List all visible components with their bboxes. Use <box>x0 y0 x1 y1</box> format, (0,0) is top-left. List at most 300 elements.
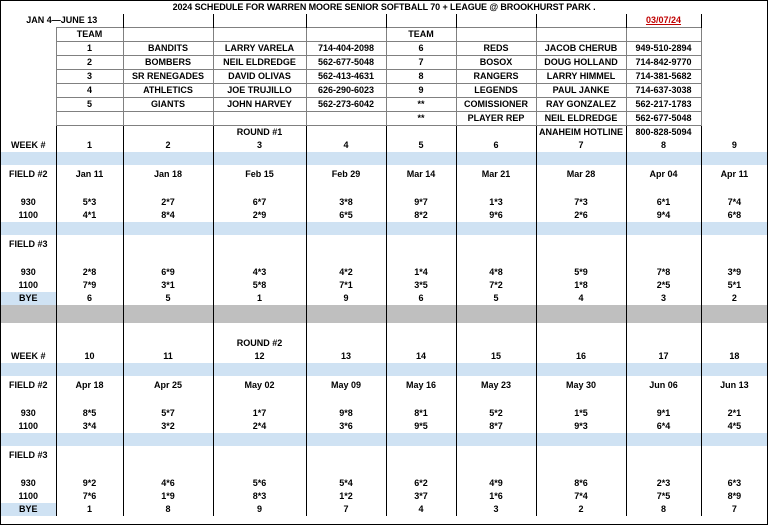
gap-cell <box>701 464 767 477</box>
week-number: 16 <box>536 350 626 363</box>
band-cell <box>626 222 701 235</box>
band-cell <box>306 152 386 165</box>
matchup: 8*4 <box>123 209 213 222</box>
roster-num: ** <box>386 98 456 112</box>
matchup: 6*3 <box>701 477 767 490</box>
band-cell <box>701 363 767 376</box>
field3-blank <box>306 235 386 253</box>
round2-field2-dates <box>1 376 767 394</box>
roster-phone: 562-273-6042 <box>306 98 386 112</box>
matchup: 5*2 <box>456 407 536 420</box>
matchup: 2*7 <box>123 196 213 209</box>
band-cell <box>56 433 123 446</box>
round2-spacer-5 <box>456 337 536 350</box>
roster-num: 9 <box>386 84 456 98</box>
roster-gutter-right <box>701 56 767 70</box>
matchup: 1*7 <box>213 407 306 420</box>
game-date: Feb 15 <box>213 165 306 183</box>
subtitle-spacer-2 <box>213 14 306 28</box>
matchup: 8*1 <box>386 407 456 420</box>
gap-cell <box>306 394 386 407</box>
roster-num-blank <box>56 112 123 126</box>
gap-cell <box>386 464 456 477</box>
bye-team: 9 <box>306 292 386 305</box>
matchup: 2*8 <box>56 266 123 279</box>
roster-team: ATHLETICS <box>123 84 213 98</box>
roster-row <box>1 56 767 70</box>
band-cell <box>56 363 123 376</box>
gap-cell <box>1 253 56 266</box>
gap-cell <box>56 464 123 477</box>
roster-manager: DOUG HOLLAND <box>536 56 626 70</box>
band-cell <box>456 433 536 446</box>
round2-title: ROUND #2 <box>213 337 306 350</box>
band-cell <box>701 433 767 446</box>
roster-manager: DAVID OLIVAS <box>213 70 306 84</box>
roster-team: BANDITS <box>123 42 213 56</box>
separator-cell <box>213 305 306 323</box>
matchup: 1*8 <box>536 279 626 292</box>
bye-team: 4 <box>536 292 626 305</box>
time-label-930: 930 <box>20 408 36 418</box>
band-cell <box>123 363 213 376</box>
field3-label: FIELD #3 <box>8 450 48 460</box>
roster-row <box>1 42 767 56</box>
roster-team-blank <box>123 112 213 126</box>
band-cell <box>56 222 123 235</box>
round2-pre-gap <box>1 323 767 337</box>
bye-team: 2 <box>701 292 767 305</box>
roster-phone: 562-217-1783 <box>626 98 701 112</box>
subtitle-spacer-4 <box>386 14 456 28</box>
roster-blank-left-2 <box>213 28 306 42</box>
bye-team: 3 <box>456 503 536 516</box>
matchup: 8*3 <box>213 490 306 503</box>
gap-cell <box>536 183 626 196</box>
gap-cell <box>626 394 701 407</box>
band-cell <box>1 363 56 376</box>
gap-cell <box>386 323 456 337</box>
roster-gutter-right <box>701 98 767 112</box>
field3-blank <box>386 235 456 253</box>
time-label-930: 930 <box>20 478 36 488</box>
matchup: 6*9 <box>123 266 213 279</box>
round2-gutter <box>1 337 56 350</box>
roster-team: BOMBERS <box>123 56 213 70</box>
matchup: 2*1 <box>701 407 767 420</box>
band-cell <box>386 363 456 376</box>
band-cell <box>456 152 536 165</box>
matchup: 6*4 <box>626 420 701 433</box>
title-row <box>1 1 767 14</box>
bye-team: 5 <box>123 292 213 305</box>
roster-blank-right-1 <box>456 28 536 42</box>
matchup: 3*6 <box>306 420 386 433</box>
week-number: 3 <box>213 139 306 152</box>
game-date: Mar 21 <box>456 165 536 183</box>
bye-team: 7 <box>306 503 386 516</box>
hotline-phone: 800-828-5094 <box>626 126 701 140</box>
matchup: 7*9 <box>56 279 123 292</box>
matchup: 5*1 <box>701 279 767 292</box>
matchup: 5*9 <box>536 266 626 279</box>
matchup: 1*3 <box>456 196 536 209</box>
game-date: Mar 28 <box>536 165 626 183</box>
field3-blank <box>536 446 626 464</box>
roster-header-gutter-right <box>701 28 767 42</box>
field2-label: FIELD #2 <box>8 380 48 390</box>
subtitle-spacer-6 <box>536 14 626 28</box>
game-date: Mar 14 <box>386 165 456 183</box>
field3-blank <box>123 235 213 253</box>
roster-row <box>1 84 767 98</box>
round2-band-top <box>1 363 767 376</box>
round1-field3-label <box>1 235 767 253</box>
week-number: 18 <box>701 350 767 363</box>
field3-blank <box>213 235 306 253</box>
roster-row <box>1 70 767 84</box>
band-cell <box>213 222 306 235</box>
roster-phone: 714-381-5682 <box>626 70 701 84</box>
round2-field3-930 <box>1 477 767 490</box>
gap-cell <box>456 394 536 407</box>
matchup: 7*4 <box>701 196 767 209</box>
gap-cell <box>213 183 306 196</box>
round2-spacer-4 <box>386 337 456 350</box>
matchup: 7*2 <box>456 279 536 292</box>
round1-field3-gap <box>1 253 767 266</box>
matchup: 4*9 <box>456 477 536 490</box>
matchup: 2*4 <box>213 420 306 433</box>
field3-blank <box>626 446 701 464</box>
roster-manager: NEIL ELDREDGE <box>213 56 306 70</box>
week-number: 13 <box>306 350 386 363</box>
separator-cell <box>386 305 456 323</box>
field3-blank <box>306 446 386 464</box>
gap-cell <box>56 394 123 407</box>
field3-blank <box>56 235 123 253</box>
roster-phone: 714-842-9770 <box>626 56 701 70</box>
roster-gutter <box>1 56 56 70</box>
roster-team: COMISSIONER <box>456 98 536 112</box>
gap-cell <box>56 183 123 196</box>
week-number: 4 <box>306 139 386 152</box>
band-cell <box>306 363 386 376</box>
band-cell <box>56 152 123 165</box>
matchup: 7*4 <box>536 490 626 503</box>
game-date: Apr 25 <box>123 376 213 394</box>
matchup: 6*8 <box>701 209 767 222</box>
game-date: Jan 11 <box>56 165 123 183</box>
gap-cell <box>1 464 56 477</box>
bye-team: 3 <box>626 292 701 305</box>
matchup: 1*4 <box>386 266 456 279</box>
gap-cell <box>701 183 767 196</box>
gap-cell <box>536 323 626 337</box>
time-label-930: 930 <box>20 197 36 207</box>
gap-cell <box>306 183 386 196</box>
bye-team: 8 <box>626 503 701 516</box>
game-date: Apr 11 <box>701 165 767 183</box>
band-cell <box>306 433 386 446</box>
field3-blank <box>626 235 701 253</box>
gap-cell <box>123 183 213 196</box>
roster-header-row <box>1 28 767 42</box>
bye-team: 1 <box>56 503 123 516</box>
week-number: 12 <box>213 350 306 363</box>
matchup: 4*2 <box>306 266 386 279</box>
game-date: Jan 18 <box>123 165 213 183</box>
roster-gutter <box>1 84 56 98</box>
gap-cell <box>213 394 306 407</box>
roster-num: 6 <box>386 42 456 56</box>
round1-field3-1100 <box>1 279 767 292</box>
band-cell <box>536 363 626 376</box>
week-number: 15 <box>456 350 536 363</box>
round2-field2-930 <box>1 407 767 420</box>
roster-manager: LARRY HIMMEL <box>536 70 626 84</box>
round1-spacer-3 <box>306 126 386 140</box>
roster-num: 1 <box>56 42 123 56</box>
band-cell <box>626 152 701 165</box>
matchup: 4*3 <box>213 266 306 279</box>
hotline-label: ANAHEIM HOTLINE <box>536 126 626 140</box>
roster-num: ** <box>386 112 456 126</box>
roster-manager: NEIL ELDREDGE <box>536 112 626 126</box>
matchup: 4*8 <box>456 266 536 279</box>
gap-cell <box>456 464 536 477</box>
band-cell <box>1 222 56 235</box>
roster-gutter-right <box>701 112 767 126</box>
gap-cell <box>456 183 536 196</box>
matchup: 2*5 <box>626 279 701 292</box>
band-cell <box>626 363 701 376</box>
round1-title: ROUND #1 <box>213 126 306 140</box>
gap-cell <box>626 464 701 477</box>
round2-spacer-3 <box>306 337 386 350</box>
round1-label-row <box>1 126 767 140</box>
matchup: 1*2 <box>306 490 386 503</box>
week-number: 9 <box>701 139 767 152</box>
time-label-1100: 1100 <box>18 280 39 290</box>
gap-cell <box>386 253 456 266</box>
matchup: 9*5 <box>386 420 456 433</box>
bye-team: 4 <box>386 503 456 516</box>
matchup: 1*9 <box>123 490 213 503</box>
game-date: May 16 <box>386 376 456 394</box>
matchup: 2*9 <box>213 209 306 222</box>
week-number: 7 <box>536 139 626 152</box>
band-cell <box>213 433 306 446</box>
roster-phone: 562-677-5048 <box>306 56 386 70</box>
band-cell <box>701 152 767 165</box>
field3-blank <box>701 446 767 464</box>
gap-cell <box>123 323 213 337</box>
matchup: 3*9 <box>701 266 767 279</box>
field3-label: FIELD #3 <box>8 239 48 249</box>
gap-cell <box>306 464 386 477</box>
roster-team: REDS <box>456 42 536 56</box>
bye-team: 7 <box>701 503 767 516</box>
roster-gutter-right <box>701 84 767 98</box>
separator-cell <box>306 305 386 323</box>
matchup: 8*9 <box>701 490 767 503</box>
matchup: 8*5 <box>56 407 123 420</box>
matchup: 7*5 <box>626 490 701 503</box>
roster-phone: 626-290-6023 <box>306 84 386 98</box>
round2-spacer-2 <box>123 337 213 350</box>
bye-team: 2 <box>536 503 626 516</box>
matchup: 6*2 <box>386 477 456 490</box>
matchup: 4*6 <box>123 477 213 490</box>
revision-date: 03/07/24 <box>626 14 701 28</box>
gap-cell <box>701 394 767 407</box>
round2-band-mid <box>1 433 767 446</box>
gap-cell <box>701 323 767 337</box>
roster-phone: 714-404-2098 <box>306 42 386 56</box>
roster-num: 2 <box>56 56 123 70</box>
matchup: 5*8 <box>213 279 306 292</box>
matchup: 9*2 <box>56 477 123 490</box>
matchup: 8*6 <box>536 477 626 490</box>
matchup: 9*3 <box>536 420 626 433</box>
roster-num: 7 <box>386 56 456 70</box>
matchup: 7*8 <box>626 266 701 279</box>
gap-cell <box>123 464 213 477</box>
band-cell <box>123 222 213 235</box>
matchup: 9*4 <box>626 209 701 222</box>
round1-field2-gap <box>1 183 767 196</box>
matchup: 3*8 <box>306 196 386 209</box>
field3-blank <box>386 446 456 464</box>
time-label-1100: 1100 <box>18 421 39 431</box>
separator-cell <box>536 305 626 323</box>
field3-blank <box>456 235 536 253</box>
matchup: 7*6 <box>56 490 123 503</box>
roster-gutter <box>1 42 56 56</box>
band-cell <box>536 222 626 235</box>
roster-gutter-right <box>701 70 767 84</box>
matchup: 1*6 <box>456 490 536 503</box>
band-cell <box>123 433 213 446</box>
round2-label-row <box>1 337 767 350</box>
band-cell <box>536 433 626 446</box>
bye-label: BYE <box>1 503 56 516</box>
gap-cell <box>123 253 213 266</box>
week-label: WEEK # <box>10 140 46 150</box>
round1-spacer-1 <box>56 126 123 140</box>
week-number: 5 <box>386 139 456 152</box>
roster-num: 5 <box>56 98 123 112</box>
time-label-1100: 1100 <box>18 210 39 220</box>
week-number: 11 <box>123 350 213 363</box>
separator-cell <box>1 305 56 323</box>
gap-cell <box>306 253 386 266</box>
bye-team: 8 <box>123 503 213 516</box>
round2-field2-gap <box>1 394 767 407</box>
round2-spacer-8 <box>701 337 767 350</box>
band-cell <box>1 433 56 446</box>
gap-cell <box>626 183 701 196</box>
roster-manager: JOE TRUJILLO <box>213 84 306 98</box>
roster-manager: RAY GONZALEZ <box>536 98 626 112</box>
band-cell <box>386 152 456 165</box>
roster-blank-right-3 <box>626 28 701 42</box>
roster-team: SR RENEGADES <box>123 70 213 84</box>
round2-field3-gap <box>1 464 767 477</box>
field3-blank <box>56 446 123 464</box>
band-cell <box>701 222 767 235</box>
matchup: 5*3 <box>56 196 123 209</box>
roster-blank-right-2 <box>536 28 626 42</box>
separator-cell <box>456 305 536 323</box>
round2-spacer-7 <box>626 337 701 350</box>
matchup: 1*5 <box>536 407 626 420</box>
roster-team-header-right: TEAM <box>386 28 456 42</box>
gap-cell <box>56 253 123 266</box>
roster-num: 3 <box>56 70 123 84</box>
roster-phone-blank <box>306 112 386 126</box>
roster-phone: 562-413-4631 <box>306 70 386 84</box>
separator-cell <box>123 305 213 323</box>
gap-cell <box>213 323 306 337</box>
band-cell <box>386 433 456 446</box>
roster-gutter <box>1 98 56 112</box>
field2-label: FIELD #2 <box>8 169 48 179</box>
roster-manager: JOHN HARVEY <box>213 98 306 112</box>
matchup: 3*7 <box>386 490 456 503</box>
bye-team: 6 <box>56 292 123 305</box>
bye-team: 6 <box>386 292 456 305</box>
schedule-grid <box>1 1 767 516</box>
round1-field2-dates <box>1 165 767 183</box>
round1-field2-930 <box>1 196 767 209</box>
round1-spacer-4 <box>386 126 456 140</box>
round1-band-top <box>1 152 767 165</box>
roster-gutter <box>1 112 56 126</box>
week-label: WEEK # <box>10 351 46 361</box>
matchup: 7*1 <box>306 279 386 292</box>
gap-cell <box>386 394 456 407</box>
matchup: 9*7 <box>386 196 456 209</box>
subtitle-spacer-5 <box>456 14 536 28</box>
round1-bye-row <box>1 292 767 305</box>
roster-phone: 562-677-5048 <box>626 112 701 126</box>
round2-week-row <box>1 350 767 363</box>
gap-cell <box>213 464 306 477</box>
matchup: 4*5 <box>701 420 767 433</box>
gap-cell <box>1 323 56 337</box>
game-date: Jun 13 <box>701 376 767 394</box>
bye-team: 5 <box>456 292 536 305</box>
field3-blank <box>701 235 767 253</box>
game-date: Apr 04 <box>626 165 701 183</box>
round2-spacer-6 <box>536 337 626 350</box>
band-cell <box>536 152 626 165</box>
roster-manager: LARRY VARELA <box>213 42 306 56</box>
round1-spacer-2 <box>123 126 213 140</box>
gap-cell <box>536 253 626 266</box>
game-date: Feb 29 <box>306 165 386 183</box>
band-cell <box>306 222 386 235</box>
separator-cell <box>701 305 767 323</box>
matchup: 9*1 <box>626 407 701 420</box>
gap-cell <box>1 183 56 196</box>
matchup: 3*2 <box>123 420 213 433</box>
game-date: Jun 06 <box>626 376 701 394</box>
band-cell <box>213 363 306 376</box>
round2-bye-row <box>1 503 767 516</box>
